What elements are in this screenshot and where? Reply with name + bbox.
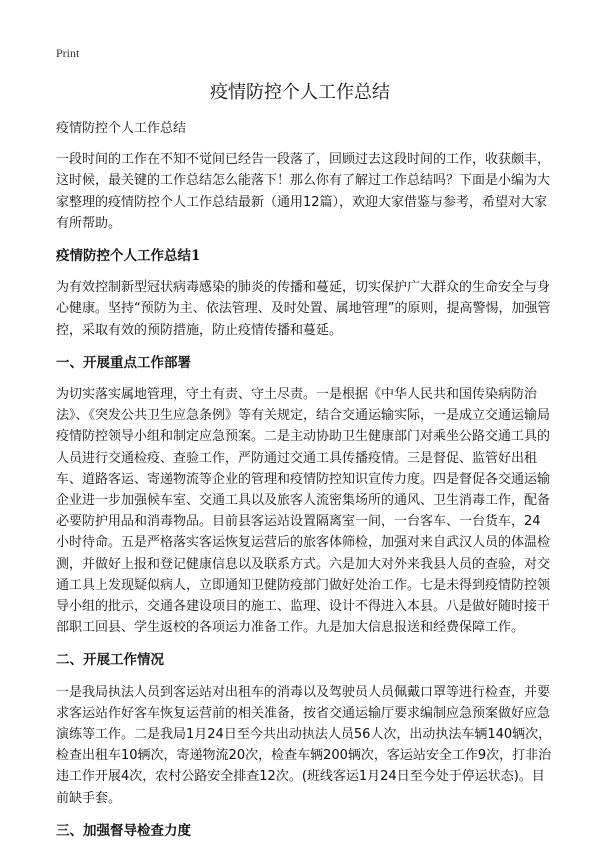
print-link[interactable]: Print xyxy=(56,46,80,60)
section1-paragraph: 为有效控制新型冠状病毒感染的肺炎的传播和蔓延，切实保护广大群众的生命安全与身心健康。坚持“预防为主、依法管理、及时处置、属地管理”的原则，提高警惕，加强管控，采取有效的预防措施，防止疫情传播和蔓延。 xyxy=(56,280,551,338)
part1-paragraph: 为切实落实属地管理，守土有责、守土尽责。一是根据《中华人民共和国传染病防治法》、《突发公共卫生应急条例》等有关规定，结合交通运输实际，一是成立交通运输局疫情防控领导小组和制定应急预案。二是主动协助卫生健康部门对乘坐公路交通工具的人员进行交通检疫、查验工作，严防通过交通工具传播疫情。三是督促、监管好出租车、道路客运、寄递物流等企业的管理和疫情防控知识宣传力度。四是督促各交通运输企业进一步加强候车室、交通工具以及旅客人流密集场所的通风、卫生消毒工作，配备必要防护用品和消毒物品。目前县客运站设置隔离室一间，一台客车、一台货车，24小时待命。五是严格落实客运恢复运营后的旅客体筛检，加强对来自武汉人员的体温检测，并做好上报和登记健康信息以及联系方式。六是加大对外来我县人员的查验，对交通工具上发现疑似病人，立即通知卫健防疫部门做好处治工作。七是未得到疫情防控领导小组的批示，交通各建设项目的施工、监理、设计不得进入本县。八是做好随时接干部职工回县、学生返校的各项运力准备工作。九是加大信息报送和经费保障工作。 xyxy=(56,387,551,636)
part1-heading: 一、开展重点工作部署 xyxy=(56,354,191,371)
intro-paragraph: 一段时间的工作在不知不觉间已经告一段落了，回顾过去这段时间的工作，收获颇丰，这时候，最关键的工作总结怎么能落下！那么你有了解过工作总结吗？下面是小编为大家整理的疫情防控个人工作总结最新（通用12篇），欢迎大家借鉴与参考，希望对大家有所帮助。 xyxy=(56,152,551,231)
part2-heading: 二、开展工作情况 xyxy=(56,652,164,669)
section-heading-1: 疫情防控个人工作总结1 xyxy=(56,248,201,265)
document-subtitle: 疫情防控个人工作总结 xyxy=(56,121,187,136)
page-title: 疫情防控个人工作总结 xyxy=(210,82,390,103)
part3-heading: 三、加强督导检查力度 xyxy=(56,822,191,839)
document-body xyxy=(56,118,552,852)
part2-paragraph: 一是我局执法人员到客运站对出租车的消毒以及驾驶员人员佩戴口罩等进行检查，并要求客运站作好客车恢复运营前的相关准备，按省交通运输厅要求编制应急预案做好应急演练等工作。二是我局1月24日至今共出动执法人员56人次，出动执法车辆140辆次，检查出租车10辆次，寄递物流20次，检查车辆200辆次，客运站安全工作9次，打非治违工作开展4次，农村公路安全排查12次。(班线客运1月24日至今处于停运状态)。目前缺手套。 xyxy=(56,684,552,806)
